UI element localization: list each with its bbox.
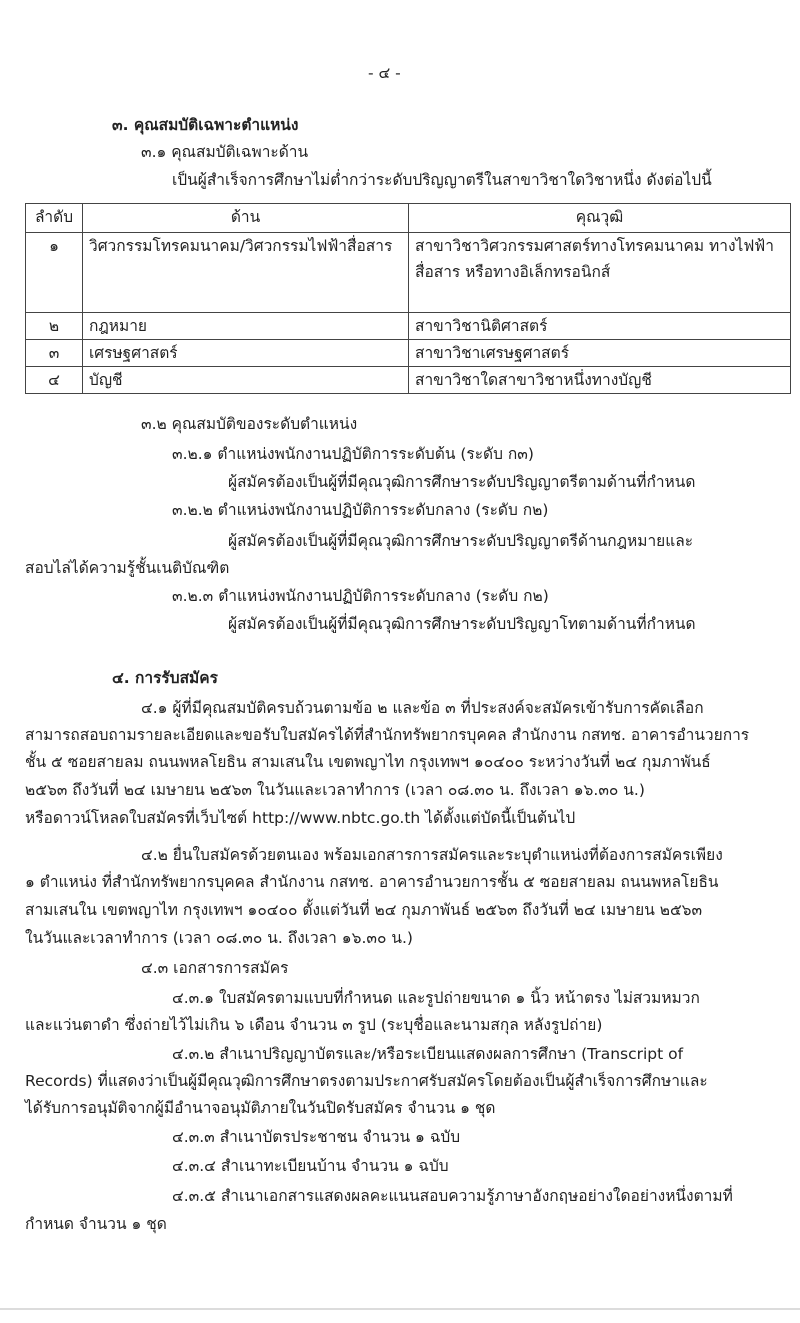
para-4-3-2-line: ได้รับการอนุมัติจากผู้มีอำนาจอนุมัติภายในวันปิดรับสมัคร จำนวน ๑ ชุด [25, 1099, 496, 1117]
row-field: เศรษฐศาสตร์ [83, 340, 409, 367]
row-no: ๓ [26, 340, 83, 367]
section-3-2-2-body: ผู้สมัครต้องเป็นผู้ที่มีคุณวุฒิการศึกษาระดับปริญญาตรีด้านกฎหมายและ [228, 532, 694, 550]
page-number: - ๔ - [368, 64, 401, 82]
section-3-2-1-title: ๓.๒.๑ ตำแหน่งพนักงานปฏิบัติการระดับต้น (ระดับ ก๓) [172, 445, 534, 463]
row-qualification [409, 233, 791, 313]
para-4-3-3: ๔.๓.๓ สำเนาบัตรประชาชน จำนวน ๑ ฉบับ [172, 1128, 461, 1146]
row-qualification: สาขาวิชาเศรษฐศาสตร์ [409, 340, 791, 367]
para-4-3-1-line: และแว่นตาดำ ซึ่งถ่ายไว้ไม่เกิน ๖ เดือน จำนวน ๓ รูป (ระบุชื่อและนามสกุล หลังรูปถ่าย) [25, 1016, 603, 1034]
para-4-3-4: ๔.๓.๔ สำเนาทะเบียนบ้าน จำนวน ๑ ฉบับ [172, 1157, 449, 1175]
para-4-1-line: ชั้น ๕ ซอยสายลม ถนนพหลโยธิน สามเสนใน เขตพญาไท กรุงเทพฯ ๑๐๔๐๐ ระหว่างวันที่ ๒๔ กุมภาพันธ์ [25, 753, 711, 771]
para-4-3-2-line: Records) ที่แสดงว่าเป็นผู้มีคุณวุฒิการศึกษาตรงตามประกาศรับสมัครโดยต้องเป็นผู้สำเร็จการศึกษาและ [25, 1072, 708, 1090]
page-bottom-edge [0, 1308, 800, 1310]
table-row [26, 367, 791, 394]
section-3-2-1-body: ผู้สมัครต้องเป็นผู้ที่มีคุณวุฒิการศึกษาระดับปริญญาตรีตามด้านที่กำหนด [228, 473, 696, 491]
section-3-2-heading: ๓.๒ คุณสมบัติของระดับตำแหน่ง [141, 415, 358, 433]
row-field: วิศวกรรมโทรคมนาคม/วิศวกรรมไฟฟ้าสื่อสาร [83, 233, 409, 313]
section-3-2-2-title: ๓.๒.๒ ตำแหน่งพนักงานปฏิบัติการระดับกลาง (ระดับ ก๒) [172, 501, 549, 519]
table-row [26, 233, 791, 313]
para-4-1-line: หรือดาวน์โหลดใบสมัครที่เว็บไซต์ http://www.nbtc.go.th ได้ตั้งแต่บัดนี้เป็นต้นไป [25, 809, 576, 827]
section-3-1-intro: เป็นผู้สำเร็จการศึกษาไม่ต่ำกว่าระดับปริญญาตรีในสาขาวิชาใดวิชาหนึ่ง ดังต่อไปนี้ [172, 171, 712, 189]
header-field: ด้าน [83, 204, 409, 233]
row-qualification: สาขาวิชานิติศาสตร์ [409, 313, 791, 340]
qualification-line: สาขาวิชาวิศวกรรมศาสตร์ทางโทรคมนาคม ทางไฟฟ้า [415, 237, 774, 255]
row-field: บัญชี [83, 367, 409, 394]
section-3-2-2-body-cont: สอบไล่ได้ความรู้ชั้นเนติบัณฑิต [25, 559, 230, 577]
para-4-2-line: ในวันและเวลาทำการ (เวลา ๐๘.๓๐ น. ถึงเวลา ๑๖.๓๐ น.) [25, 929, 413, 947]
table-row [26, 313, 791, 340]
row-no: ๒ [26, 313, 83, 340]
para-4-3-5-line: กำหนด จำนวน ๑ ชุด [25, 1215, 167, 1233]
table-row [26, 340, 791, 367]
row-no: ๑ [26, 233, 83, 313]
header-no: ลำดับ [26, 204, 83, 233]
section-3-title: ๓. คุณสมบัติเฉพาะตำแหน่ง [112, 116, 299, 134]
para-4-3-5-line: ๔.๓.๕ สำเนาเอกสารแสดงผลคะแนนสอบความรู้ภาษาอังกฤษอย่างใดอย่างหนึ่งตามที่ [172, 1187, 733, 1205]
para-4-2-line: ๔.๒ ยื่นใบสมัครด้วยตนเอง พร้อมเอกสารการสมัครและระบุตำแหน่งที่ต้องการสมัครเพียง [141, 846, 723, 864]
header-qualification: คุณวุฒิ [409, 204, 791, 233]
para-4-1-line: ๔.๑ ผู้ที่มีคุณสมบัติครบถ้วนตามข้อ ๒ และข้อ ๓ ที่ประสงค์จะสมัครเข้ารับการคัดเลือก [141, 699, 704, 717]
table-header-row [26, 204, 791, 233]
para-4-1-line: ๒๕๖๓ ถึงวันที่ ๒๔ เมษายน ๒๕๖๓ ในวันและเวลาทำการ (เวลา ๐๘.๓๐ น. ถึงเวลา ๑๖.๓๐ น.) [25, 781, 645, 799]
row-qualification: สาขาวิชาใดสาขาวิชาหนึ่งทางบัญชี [409, 367, 791, 394]
para-4-1-line: สามารถสอบถามรายละเอียดและขอรับใบสมัครได้ที่สำนักทรัพยากรบุคคล สำนักงาน กสทช. อาคารอำนวยการ [25, 726, 750, 744]
para-4-2-line: สามเสนใน เขตพญาไท กรุงเทพฯ ๑๐๔๐๐ ตั้งแต่วันที่ ๒๔ กุมภาพันธ์ ๒๕๖๓ ถึงวันที่ ๒๔ เมษายน ๒๕๖๓ [25, 901, 703, 919]
section-4-title: ๔. การรับสมัคร [112, 669, 218, 687]
section-3-1-heading: ๓.๑ คุณสมบัติเฉพาะด้าน [141, 143, 309, 161]
para-4-3-2-line: ๔.๓.๒ สำเนาปริญญาบัตรและ/หรือระเบียนแสดงผลการศึกษา (Transcript of [172, 1045, 684, 1063]
section-3-2-3-title: ๓.๒.๓ ตำแหน่งพนักงานปฏิบัติการระดับกลาง (ระดับ ก๒) [172, 587, 549, 605]
section-3-2-3-body: ผู้สมัครต้องเป็นผู้ที่มีคุณวุฒิการศึกษาระดับปริญญาโทตามด้านที่กำหนด [228, 615, 696, 633]
para-4-3-heading: ๔.๓ เอกสารการสมัคร [141, 959, 289, 977]
row-field: กฎหมาย [83, 313, 409, 340]
qualification-line: สื่อสาร หรือทางอิเล็กทรอนิกส์ [415, 263, 611, 281]
para-4-2-line: ๑ ตำแหน่ง ที่สำนักทรัพยากรบุคคล สำนักงาน กสทช. อาคารอำนวยการชั้น ๕ ซอยสายลม ถนนพหลโยธิน [25, 873, 719, 891]
qualification-table [25, 203, 791, 394]
para-4-3-1-line: ๔.๓.๑ ใบสมัครตามแบบที่กำหนด และรูปถ่ายขนาด ๑ นิ้ว หน้าตรง ไม่สวมหมวก [172, 989, 700, 1007]
row-no: ๔ [26, 367, 83, 394]
